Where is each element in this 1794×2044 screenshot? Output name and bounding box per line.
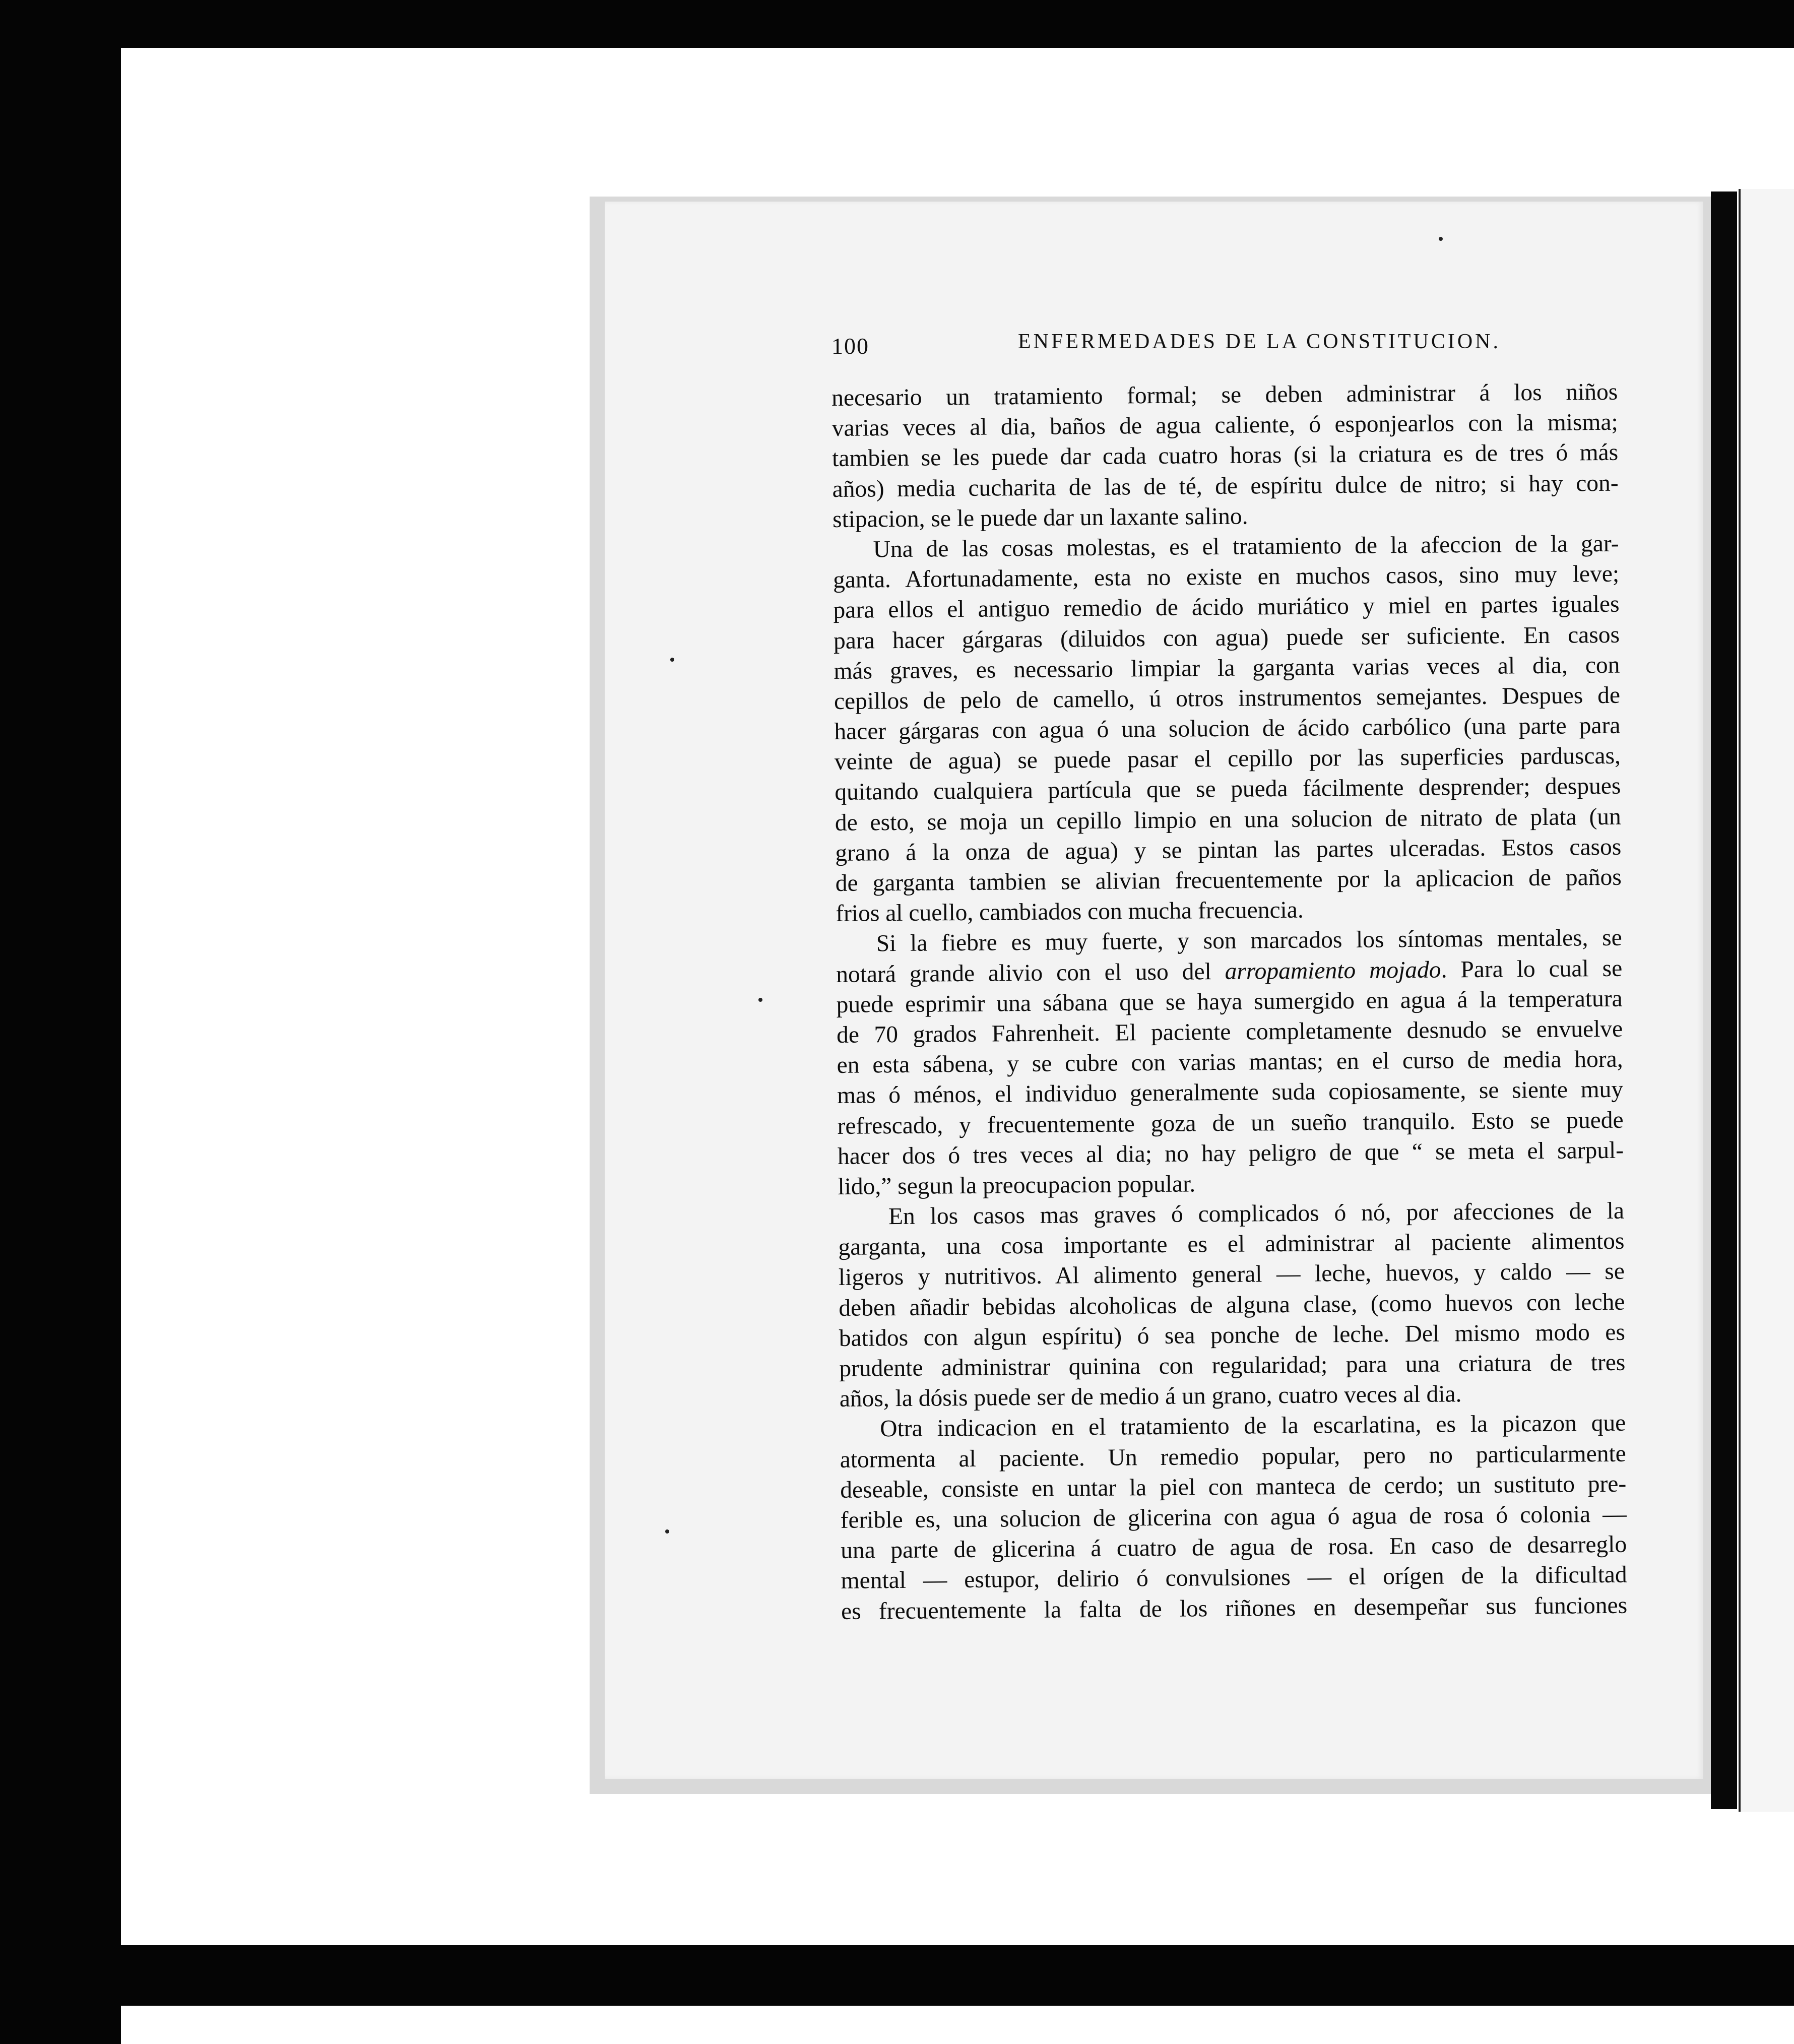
text-line: atormenta al paciente. Un remedio popular, pero no particularmente [840,1440,1626,1473]
text-line: tambien se les puede dar cada cuatro horas (si la criatura es de tres ó más [831,439,1619,472]
text-line: Si la fiebre es muy fuerte, y son marcados los síntomas mentales, se [876,925,1622,957]
running-header [831,323,1501,368]
text-line: Una de las cosas molestas, es el tratamiento de la afeccion de la gar- [873,530,1619,563]
text-line: hacer gárgaras con agua ó una solucion de ácido carbólico (una parte para [834,712,1621,745]
text-line: más graves, es necessario limpiar la garganta varias veces al dia, con [834,652,1620,684]
text-line: puede esprimir una sábana que se haya sumergido en agua á la temperatura [836,985,1623,1018]
text-line: mental — estupor, delirio ó convulsiones — el orígen de la dificultad [841,1561,1627,1594]
text-line: refrescado, y frecuentemente goza de un sueño tranquilo. Esto se puede [837,1107,1624,1139]
text-line: de 70 grados Fahrenheit. El paciente completamente desnudo se envuelve [836,1015,1623,1048]
text-line: deben añadir bebidas alcoholicas de alguna clase, (como huevos con leche [839,1289,1625,1321]
text-line: años) media cucharita de las de té, de espíritu dulce de nitro; si hay con- [832,470,1619,502]
scan-speck [758,998,762,1002]
text-line: prudente administrar quinina con regularidad; para una criatura de tres [839,1349,1626,1382]
text-line: mas ó ménos, el individuo generalmente suda copiosamente, se siente muy [837,1076,1624,1109]
book-gutter [1711,191,1737,1809]
text-line: una parte de glicerina á cuatro de agua de rosa. En caso de desarreglo [840,1531,1627,1564]
text-line: varias veces al dia, baños de agua caliente, ó esponjearlos con la misma; [831,409,1618,442]
scan-border-top [0,0,1794,48]
text-line: hacer dos ó tres veces al dia; no hay peligro de que “ se meta el sarpul- [837,1137,1624,1170]
italic-term: arropamiento mojado [1225,956,1441,985]
scan-speck [670,658,674,662]
text-line: cepillos de pelo de camello, ú otros instrumentos semejantes. Despues de [834,682,1621,715]
text-line: ligeros y nutritivos. Al alimento general — leche, huevos, y caldo — se [838,1258,1625,1291]
text-line: frios al cuello, cambiados con mucha frecuencia. [836,897,1304,927]
text-line: de garganta tambien se alivian frecuentemente por la aplicacion de paños [835,864,1622,897]
text-line: notará grande alivio con el uso del arropamiento mojado. Para lo cual se [836,955,1623,988]
text-line: stipacion, se le puede dar un laxante salino. [832,503,1248,533]
scan-border-bottom [0,1945,1794,2006]
text-line: garganta, una cosa importante es el administrar al paciente alimentos [838,1228,1625,1261]
facing-page-edge [1739,189,1794,1812]
text-line: grano á la onza de agua) y se pintan las partes ulceradas. Estos casos [835,834,1622,866]
scan-border-left [0,0,121,2044]
text-line: es frecuentemente la falta de los riñones en desempeñar sus funciones [841,1592,1628,1625]
scan-speck [1439,237,1443,241]
text-line: para ellos el antiguo remedio de ácido muriático y miel en partes iguales [833,591,1620,624]
text-line: veinte de agua) se puede pasar el cepillo por las superficies parduscas, [834,742,1621,776]
page-number: 100 [831,333,869,359]
text-line: en esta sábena, y se cubre con varias mantas; en el curso de media hora, [837,1046,1623,1079]
body-text [831,377,1627,1627]
text-line: de esto, se moja un cepillo limpio en una solucion de nitrato de plata (un [835,803,1622,836]
text-line: lido,” segun la preocupacion popular. [838,1171,1196,1200]
text-line: necesario un tratamiento formal; se deben administrar á los niños [831,378,1618,411]
text-line: deseable, consiste en untar la piel con manteca de cerdo; un sustituto pre- [840,1471,1627,1503]
text-line: ferible es, una solucion de glicerina con agua ó agua de rosa ó colonia — [840,1501,1627,1534]
text-line: Otra indicacion en el tratamiento de la escarlatina, es la picazon que [880,1410,1626,1442]
text-line: batidos con algun espíritu) ó sea ponche de leche. Del mismo modo es [839,1319,1626,1352]
text-line: para hacer gárgaras (diluidos con agua) puede ser suficiente. En casos [833,621,1620,654]
text-line: En los casos mas graves ó complicados ó nó, por afecciones de la [888,1197,1625,1230]
running-title: ENFERMEDADES DE LA CONSTITUCION. [1018,330,1501,353]
text-line: años, la dósis puede ser de medio á un grano, cuatro veces al dia. [839,1381,1462,1413]
text-line: ganta. Afortunadamente, esta no existe en muchos casos, sino muy leve; [832,560,1620,594]
scan-speck [665,1529,669,1534]
text-line: quitando cualquiera partícula que se pueda fácilmente desprender; despues [835,773,1621,806]
